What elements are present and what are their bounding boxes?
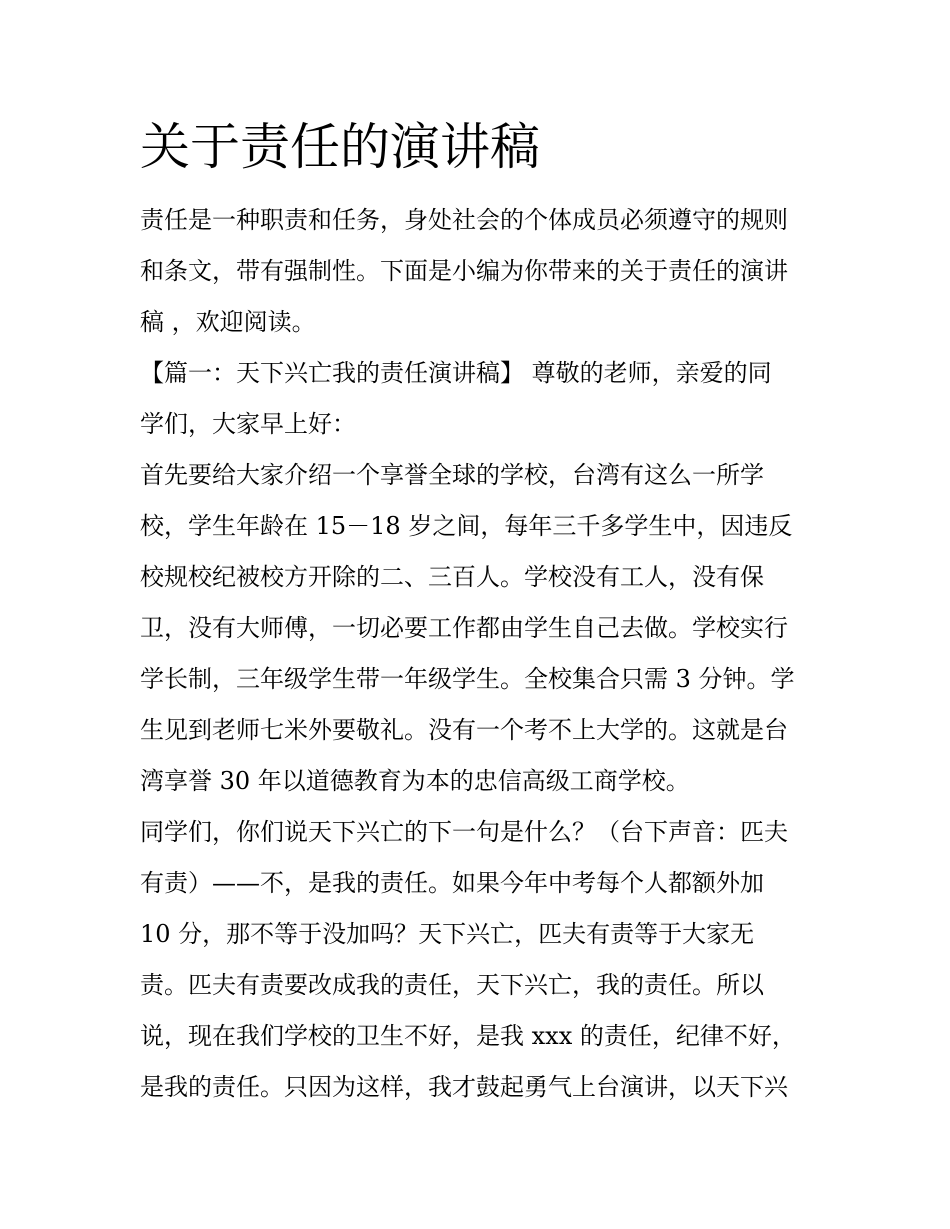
body-line-7: 校，学生年龄在 15－18 岁之间，每年三千多学生中，因违反 (140, 512, 793, 540)
body-line-6: 首先要给大家介绍一个享誉全球的学校，台湾有这么一所学 (140, 461, 764, 489)
body-line-9: 卫，没有大师傅，一切必要工作都由学生自己去做。学校实行 (140, 614, 788, 642)
document-title: 关于责任的演讲稿 (140, 118, 540, 176)
body-line-3: 稿 ，欢迎阅读。 (140, 308, 316, 336)
body-line-10: 学长制，三年级学生带一年级学生。全校集合只需 3 分钟。学 (140, 665, 795, 693)
body-line-8: 校规校纪被校方开除的二、三百人。学校没有工人，没有保 (140, 563, 764, 591)
body-line-12: 湾享誉 30 年以道德教育为本的忠信高级工商学校。 (140, 767, 690, 795)
body-line-17: 说，现在我们学校的卫生不好，是我 xxx 的责任，纪律不好， (140, 1022, 796, 1050)
body-line-2: 和条文，带有强制性。下面是小编为你带来的关于责任的演讲 (140, 257, 788, 285)
body-line-14: 有责）——不，是我的责任。如果今年中考每个人都额外加 (140, 869, 764, 897)
body-line-13: 同学们，你们说天下兴亡的下一句是什么？（台下声音：匹夫 (140, 818, 788, 846)
body-line-5: 学们，大家早上好： (140, 410, 356, 438)
body-line-15: 10 分，那不等于没加吗？天下兴亡，匹夫有责等于大家无 (140, 920, 755, 948)
body-line-16: 责。匹夫有责要改成我的责任，天下兴亡，我的责任。所以 (140, 971, 764, 999)
body-line-4: 【篇一：天下兴亡我的责任演讲稿】 尊敬的老师，亲爱的同 (140, 359, 772, 387)
body-line-18: 是我的责任。只因为这样，我才鼓起勇气上台演讲，以天下兴 (140, 1073, 788, 1101)
body-line-1: 责任是一种职责和任务，身处社会的个体成员必须遵守的规则 (140, 206, 788, 234)
body-line-11: 生见到老师七米外要敬礼。没有一个考不上大学的。这就是台 (140, 716, 788, 744)
